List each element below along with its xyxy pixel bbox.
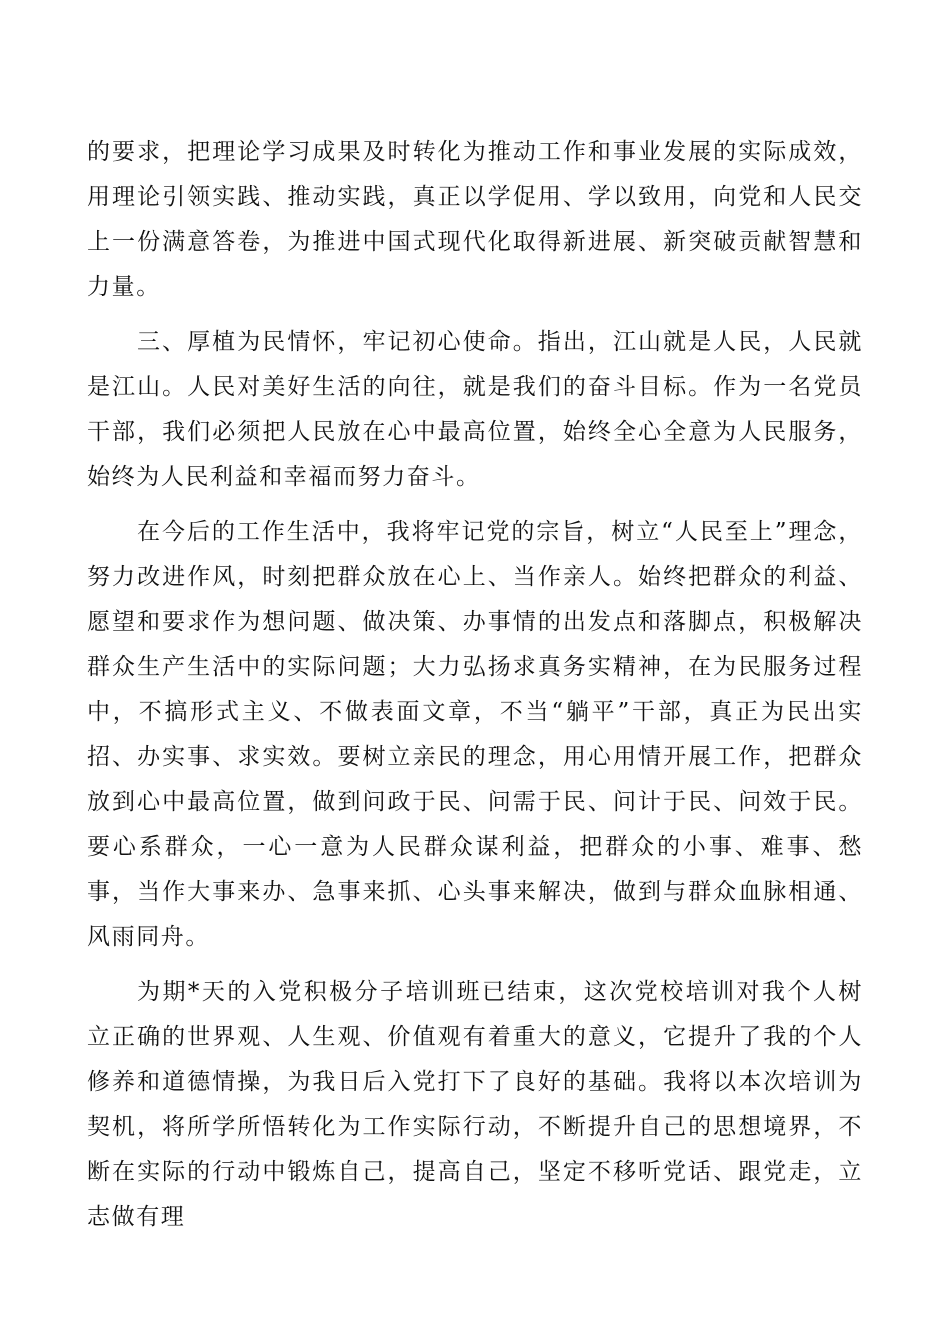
paragraph-gap bbox=[87, 500, 863, 510]
paragraph-2: 三、厚植为民情怀，牢记初心使命。指出，江山就是人民，人民就是江山。人民对美好生活的向往，就是我们的奋斗目标。作为一名党员干部，我们必须把人民放在心中最高位置，始终全心全意为人民服务，始终为人民利益和幸福而努力奋斗。 bbox=[87, 329, 863, 490]
paragraph-3: 在今后的工作生活中，我将牢记党的宗旨，树立“人民至上”理念，努力改进作风，时刻把群众放在心上、当作亲人。始终把群众的利益、愿望和要求作为想问题、做决策、办事情的出发点和落脚点，积极解决群众生产生活中的实际问题；大力弘扬求真务实精神，在为民服务过程中，不搞形式主义、不做表面文章，不当“躺平”干部，真正为民出实招、办实事、求实效。要树立亲民的理念，用心用情开展工作，把群众放到心中最高位置，做到问政于民、问需于民、问计于民、问效于民。要心系群众，一心一意为人民群众谋利益，把群众的小事、难事、愁事，当作大事来办、急事来抓、心头事来解决，做到与群众血脉相通、风雨同舟。 bbox=[87, 519, 863, 950]
paragraph-4: 为期*天的入党积极分子培训班已结束，这次党校培训对我个人树立正确的世界观、人生观、价值观有着重大的意义，它提升了我的个人修养和道德情操，为我日后入党打下了良好的基础。我将以本次培训为契机，将所学所悟转化为工作实际行动，不断提升自己的思想境界，不断在实际的行动中锻炼自己，提高自己，坚定不移听党话、跟党走，立志做有理 bbox=[87, 979, 863, 1230]
paragraph-gap bbox=[87, 960, 863, 970]
paragraph-1: 的要求，把理论学习成果及时转化为推动工作和事业发展的实际成效，用理论引领实践、推动实践，真正以学促用、学以致用，向党和人民交上一份满意答卷，为推进中国式现代化取得新进展、新突破贡献智慧和力量。 bbox=[87, 139, 863, 300]
document-body bbox=[87, 130, 863, 1240]
paragraph-gap bbox=[87, 310, 863, 320]
